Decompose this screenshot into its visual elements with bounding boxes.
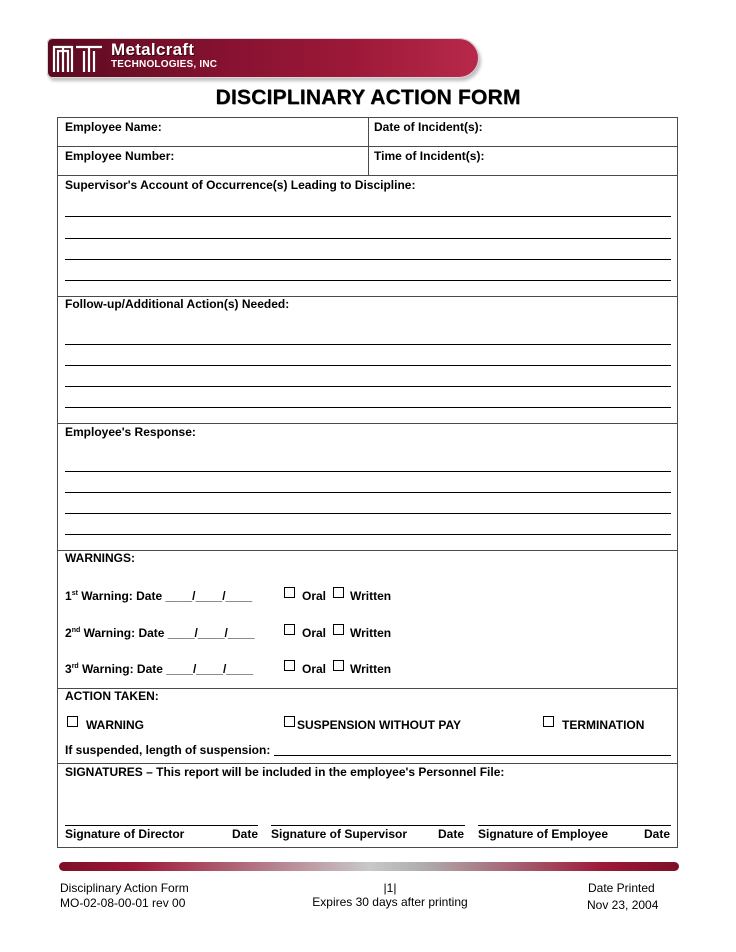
- action-termination-checkbox[interactable]: [543, 716, 554, 727]
- supervisor-account-line[interactable]: [65, 259, 671, 260]
- footer-date-printed-label: Date Printed: [588, 881, 655, 895]
- supervisor-account-line[interactable]: [65, 216, 671, 217]
- employee-number-label: Employee Number:: [65, 149, 175, 163]
- row-divider: [57, 175, 678, 176]
- signatures-label: SIGNATURES – This report will be included in the employee's Personnel File:: [65, 765, 505, 779]
- warning-3-ordinal: 3: [65, 662, 72, 676]
- employee-response-line[interactable]: [65, 513, 671, 514]
- footer-form-code: MO-02-08-00-01 rev 00: [60, 896, 186, 910]
- suspension-length-label: If suspended, length of suspension:: [65, 743, 271, 757]
- warning-1-text: Warning: Date ____/____/____: [77, 589, 253, 603]
- footer-date-printed-value: Nov 23, 2004: [587, 898, 659, 912]
- footer-form-name: Disciplinary Action Form: [60, 881, 189, 895]
- warning-1-written-label: Written: [350, 589, 392, 603]
- warning-1-written-checkbox[interactable]: [333, 587, 344, 598]
- warning-2-suffix: nd: [71, 627, 81, 634]
- warning-2-text: Warning: Date ____/____/____: [80, 626, 255, 640]
- employee-date-label: Date: [644, 827, 671, 841]
- supervisor-account-line[interactable]: [65, 280, 671, 281]
- director-date-label: Date: [232, 827, 259, 841]
- supervisor-date-label: Date: [438, 827, 465, 841]
- warnings-label: WARNINGS:: [65, 551, 135, 565]
- followup-line[interactable]: [65, 344, 671, 345]
- employee-response-line[interactable]: [65, 492, 671, 493]
- warning-1-suffix: st: [71, 590, 78, 597]
- director-signature-label: Signature of Director: [65, 827, 185, 841]
- followup-label: Follow-up/Additional Action(s) Needed:: [65, 297, 290, 311]
- warning-1-ordinal: 1: [65, 589, 72, 603]
- suspension-length-line[interactable]: [274, 755, 671, 756]
- supervisor-account-line[interactable]: [65, 238, 671, 239]
- followup-line[interactable]: [65, 386, 671, 387]
- time-of-incident-label: Time of Incident(s):: [374, 149, 485, 163]
- warning-3-text: Warning: Date ____/____/____: [78, 662, 253, 676]
- warning-1-date[interactable]: [65, 589, 252, 603]
- employee-response-label: Employee's Response:: [65, 425, 196, 439]
- company-name: Metalcraft: [111, 40, 195, 59]
- supervisor-signature-line[interactable]: [271, 825, 465, 826]
- section-divider: [57, 550, 678, 551]
- employee-signature-label: Signature of Employee: [478, 827, 609, 841]
- warning-3-oral-checkbox[interactable]: [284, 660, 295, 671]
- warning-2-written-checkbox[interactable]: [333, 624, 344, 635]
- action-suspension-checkbox[interactable]: [284, 716, 295, 727]
- warning-2-oral-label: Oral: [302, 626, 327, 640]
- supervisor-signature-label: Signature of Supervisor: [271, 827, 408, 841]
- warning-3-written-checkbox[interactable]: [333, 660, 344, 671]
- employee-response-line[interactable]: [65, 534, 671, 535]
- company-logo-icon: [52, 42, 104, 74]
- warning-3-date[interactable]: [65, 662, 253, 676]
- footer-bar: [59, 862, 679, 871]
- employee-response-line[interactable]: [65, 471, 671, 472]
- action-suspension-label: SUSPENSION WITHOUT PAY: [297, 718, 462, 732]
- employee-name-label: Employee Name:: [65, 120, 162, 134]
- followup-line[interactable]: [65, 365, 671, 366]
- warning-2-written-label: Written: [350, 626, 392, 640]
- date-of-incident-label: Date of Incident(s):: [374, 120, 483, 134]
- company-subtitle: TECHNOLOGIES, INC: [111, 59, 218, 70]
- warning-2-ordinal: 2: [65, 626, 72, 640]
- employee-signature-line[interactable]: [478, 825, 671, 826]
- warning-1-oral-checkbox[interactable]: [284, 587, 295, 598]
- section-divider: [57, 763, 678, 764]
- action-warning-checkbox[interactable]: [67, 716, 78, 727]
- warning-1-oral-label: Oral: [302, 589, 327, 603]
- warning-3-oral-label: Oral: [302, 662, 327, 676]
- page-title: DISCIPLINARY ACTION FORM: [215, 86, 521, 109]
- footer-page-number: |1|: [383, 881, 397, 895]
- warning-3-written-label: Written: [350, 662, 392, 676]
- warning-3-suffix: rd: [71, 663, 79, 670]
- warning-2-date[interactable]: [65, 626, 255, 640]
- form-frame: [57, 117, 678, 848]
- section-divider: [57, 423, 678, 424]
- footer-expiry-note: Expires 30 days after printing: [312, 895, 468, 909]
- action-taken-label: ACTION TAKEN:: [65, 689, 159, 703]
- supervisor-account-label: Supervisor's Account of Occurrence(s) Leading to Discipline:: [65, 178, 416, 192]
- action-termination-label: TERMINATION: [562, 718, 645, 732]
- director-signature-line[interactable]: [65, 825, 258, 826]
- row-divider: [57, 146, 678, 147]
- action-warning-label: WARNING: [86, 718, 144, 732]
- warning-2-oral-checkbox[interactable]: [284, 624, 295, 635]
- followup-line[interactable]: [65, 407, 671, 408]
